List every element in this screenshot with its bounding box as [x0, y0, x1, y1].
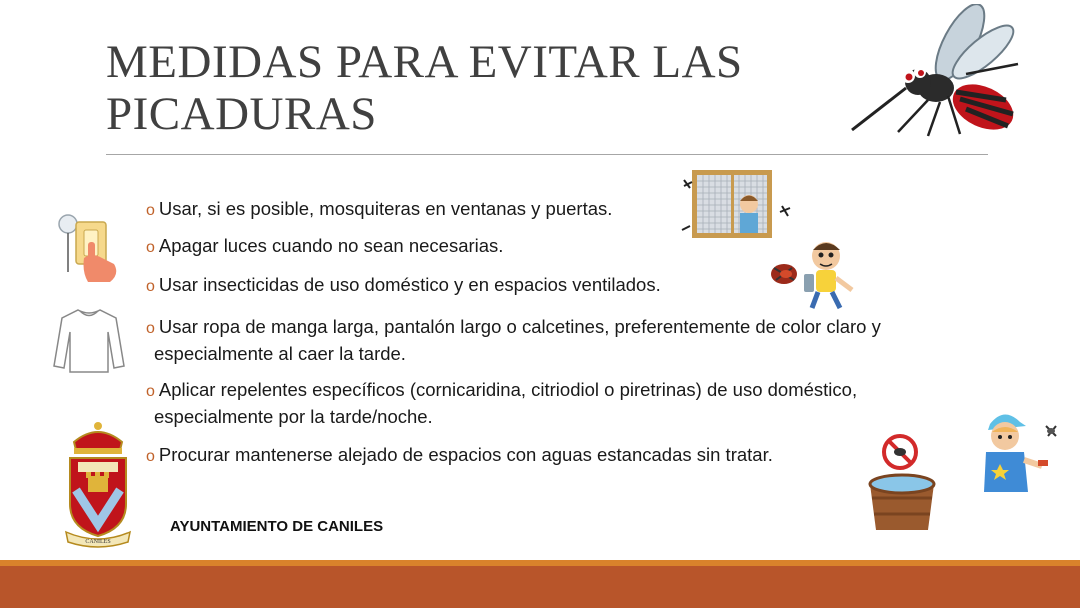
- list-item: [146, 314, 1018, 366]
- accent-band: [0, 566, 1080, 608]
- light-switch-icon: [54, 212, 122, 284]
- list-item: [146, 442, 1018, 469]
- list-item: [146, 233, 1018, 260]
- canile-crest-icon: [62, 420, 134, 550]
- crest-ribbon-text: CANILES: [85, 539, 111, 545]
- list-item: [146, 196, 1018, 223]
- bullet-text: Apagar luces cuando no sean necesarias.: [158, 235, 504, 256]
- bullet-marker: o: [146, 202, 155, 219]
- bullet-marker: o: [146, 383, 155, 400]
- bullet-marker: o: [146, 448, 155, 465]
- bullet-text-continued: especialmente al caer la tarde.: [154, 343, 406, 364]
- bullet-text: Usar ropa de manga larga, pantalón largo o calcetines, preferentemente de color claro y: [158, 316, 881, 337]
- bullet-text: Usar, si es posible, mosquiteras en ventanas y puertas.: [158, 198, 613, 219]
- title-divider: [106, 154, 988, 155]
- bullet-marker: o: [146, 239, 155, 256]
- bullet-text: Procurar mantenerse alejado de espacios con aguas estancadas sin tratar.: [158, 444, 773, 465]
- bullet-marker: o: [146, 278, 155, 295]
- long-sleeve-shirt-icon: [52, 306, 126, 376]
- bullet-text-continued: especialmente por la tarde/noche.: [154, 406, 433, 427]
- mosquito-icon: [848, 4, 1026, 142]
- bullet-text: Aplicar repelentes específicos (cornicaridina, citriodiol o piretrinas) de uso doméstico,: [158, 379, 858, 400]
- list-item: [146, 377, 1018, 429]
- list-item: [146, 272, 1018, 299]
- bullet-text: Usar insecticidas de uso doméstico y en espacios ventilados.: [158, 274, 661, 295]
- slide-title: MEDIDAS PARA EVITAR LAS PICADURAS: [106, 36, 743, 140]
- footer-organization: AYUNTAMIENTO DE CANILES: [170, 518, 384, 535]
- bullet-marker: o: [146, 320, 155, 337]
